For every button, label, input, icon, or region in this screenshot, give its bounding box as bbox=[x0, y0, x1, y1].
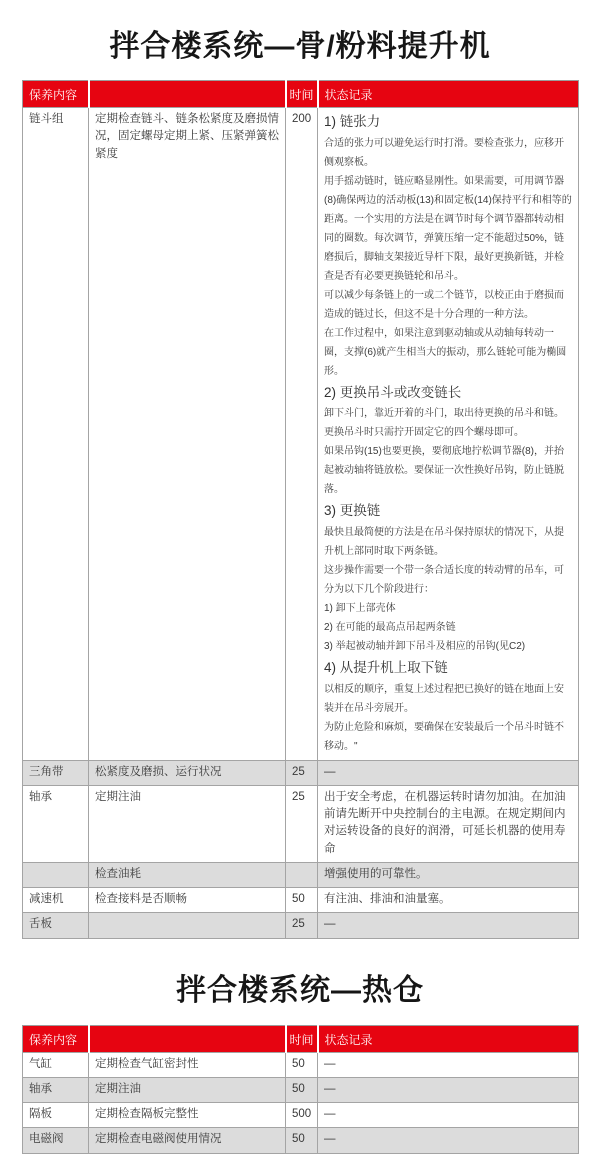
column-header-time: 时间 bbox=[286, 1025, 318, 1052]
table-header-row bbox=[23, 1025, 579, 1052]
status-paragraph: 在工作过程中，如果注意到驱动轴或从动轴每转动一圈，支撑(6)就产生相当大的振动，那么链轮可能为椭圆形。 bbox=[324, 327, 567, 377]
cell-time: 50 bbox=[286, 888, 318, 913]
cell-item: 舌板 bbox=[23, 913, 89, 938]
status-section-heading: 2) 更换吊斗或改变链长 bbox=[324, 384, 462, 400]
column-header-task bbox=[89, 81, 286, 108]
cell-task: 检查油耗 bbox=[89, 862, 286, 887]
cell-task: 检查接料是否顺畅 bbox=[89, 888, 286, 913]
cell-time: 25 bbox=[286, 913, 318, 938]
status-paragraph: 卸下斗门，靠近开着的斗门，取出待更换的吊斗和链。 bbox=[324, 408, 564, 420]
table-row bbox=[23, 1052, 579, 1077]
cell-task: 定期注油 bbox=[89, 1077, 286, 1102]
status-paragraph: 更换吊斗时只需拧开固定它的四个螺母即可。 bbox=[324, 427, 524, 439]
cell-item: 轴承 bbox=[23, 785, 89, 862]
table-row bbox=[23, 862, 579, 887]
column-header-status: 状态记录 bbox=[318, 1025, 579, 1052]
table-header-row bbox=[23, 81, 579, 108]
cell-task: 松紧度及磨损、运行状况 bbox=[89, 760, 286, 785]
status-rich bbox=[318, 108, 579, 761]
cell-item: 轴承 bbox=[23, 1077, 89, 1102]
table-row bbox=[23, 1128, 579, 1153]
cell-item: 减速机 bbox=[23, 888, 89, 913]
table-row bbox=[23, 108, 579, 761]
cell-time bbox=[286, 862, 318, 887]
table-row bbox=[23, 888, 579, 913]
cell-time: 25 bbox=[286, 760, 318, 785]
status-section-heading: 4) 从提升机上取下链 bbox=[324, 659, 448, 675]
table-row bbox=[23, 760, 579, 785]
cell-status: 出于安全考虑，在机器运转时请勿加油。在加油前请先断开中央控制台的主电源。在规定期间内对运转设备的良好的润滑，可延长机器的使用寿命 bbox=[318, 785, 579, 862]
status-paragraph: 最快且最简便的方法是在吊斗保持原状的情况下，从提升机上部同时取下两条链。 bbox=[324, 526, 564, 557]
status-paragraph: 这步操作需要一个带一条合适长度的转动臂的吊车，可分为以下几个阶段进行： bbox=[324, 564, 564, 595]
cell-task: 定期检查隔板完整性 bbox=[89, 1103, 286, 1128]
column-header-status: 状态记录 bbox=[318, 81, 579, 108]
column-header-item: 保养内容 bbox=[23, 1025, 89, 1052]
cell-time: 200 bbox=[286, 108, 318, 761]
cell-status: — bbox=[318, 913, 579, 938]
cell-task: 定期检查电磁阀使用情况 bbox=[89, 1128, 286, 1153]
status-paragraph: 可以减少每条链上的一或二个链节，以校正由于磨损而造成的链过长，但这不是十分合理的一种方法。 bbox=[324, 289, 564, 320]
cell-item: 气缸 bbox=[23, 1052, 89, 1077]
status-paragraph: 为防止危险和麻烦，要确保在安装最后一个吊斗时链不移动。" bbox=[324, 721, 564, 752]
column-header-task bbox=[89, 1025, 286, 1052]
status-paragraph: 3) 举起被动轴并卸下吊斗及相应的吊钩(见C2) bbox=[324, 640, 526, 652]
maintenance-table-hoist bbox=[22, 80, 579, 939]
status-section-heading: 3) 更换链 bbox=[324, 503, 381, 519]
cell-status: — bbox=[318, 1077, 579, 1102]
cell-item: 链斗组 bbox=[23, 108, 89, 761]
cell-status: 有注油、排油和油量塞。 bbox=[318, 888, 579, 913]
cell-item: 电磁阀 bbox=[23, 1128, 89, 1153]
page-title-hoist: 拌合楼系统—骨/粉料提升机 bbox=[109, 30, 491, 63]
status-section-heading: 1) 链张力 bbox=[324, 114, 381, 129]
cell-time: 50 bbox=[286, 1077, 318, 1102]
cell-time: 500 bbox=[286, 1103, 318, 1128]
page-title-hot-bin: 拌合楼系统—热仓 bbox=[176, 973, 424, 1007]
status-paragraph: 用手摇动链时，链应略显刚性。如果需要，可用调节器(8)确保两边的活动板(13)和固定板(14)保持平行和相等的距离。一个实用的方法是在调节时每个调节器都转动相同的圈数。每次调节，弹簧压缩一定不能超过50%，链磨损后，脚轴支架接近导杆下限，最好更换新链，并检查是否有必要更换链轮和吊斗。 bbox=[324, 175, 572, 282]
status-paragraph: 2) 在可能的最高点吊起两条链 bbox=[324, 621, 456, 633]
status-paragraph: 以相反的顺序，重复上述过程把已换好的链在地面上安装并在吊斗旁展开。 bbox=[324, 683, 564, 714]
status-paragraph: 合适的张力可以避免运行时打滑。要检查张力，应移开侧观察板。 bbox=[324, 137, 564, 168]
status-paragraph: 如果吊钩(15)也要更换，要彻底地拧松调节器(8)，并抬起被动轴将链放松。要保证一次性换好吊钩，防止链脱落。 bbox=[324, 446, 565, 496]
cell-item: 隔板 bbox=[23, 1103, 89, 1128]
column-header-item: 保养内容 bbox=[23, 81, 89, 108]
column-header-time: 时间 bbox=[286, 81, 318, 108]
cell-time: 25 bbox=[286, 785, 318, 862]
cell-status: — bbox=[318, 1052, 579, 1077]
cell-item bbox=[23, 862, 89, 887]
cell-status: 增强使用的可靠性。 bbox=[318, 862, 579, 887]
table-row bbox=[23, 1103, 579, 1128]
cell-time: 50 bbox=[286, 1052, 318, 1077]
status-paragraph: 1) 卸下上部壳体 bbox=[324, 602, 396, 614]
table-row bbox=[23, 785, 579, 862]
cell-task bbox=[89, 913, 286, 938]
table-row bbox=[23, 913, 579, 938]
cell-item: 三角带 bbox=[23, 760, 89, 785]
cell-status: — bbox=[318, 760, 579, 785]
cell-task: 定期检查链斗、链条松紧度及磨损情况，固定螺母定期上紧、压紧弹簧松紧度 bbox=[89, 108, 286, 761]
cell-status: — bbox=[318, 1128, 579, 1153]
cell-time: 50 bbox=[286, 1128, 318, 1153]
maintenance-table-hot-bin bbox=[22, 1025, 579, 1154]
cell-status: — bbox=[318, 1103, 579, 1128]
table-row bbox=[23, 1077, 579, 1102]
cell-task: 定期注油 bbox=[89, 785, 286, 862]
cell-task: 定期检查气缸密封性 bbox=[89, 1052, 286, 1077]
